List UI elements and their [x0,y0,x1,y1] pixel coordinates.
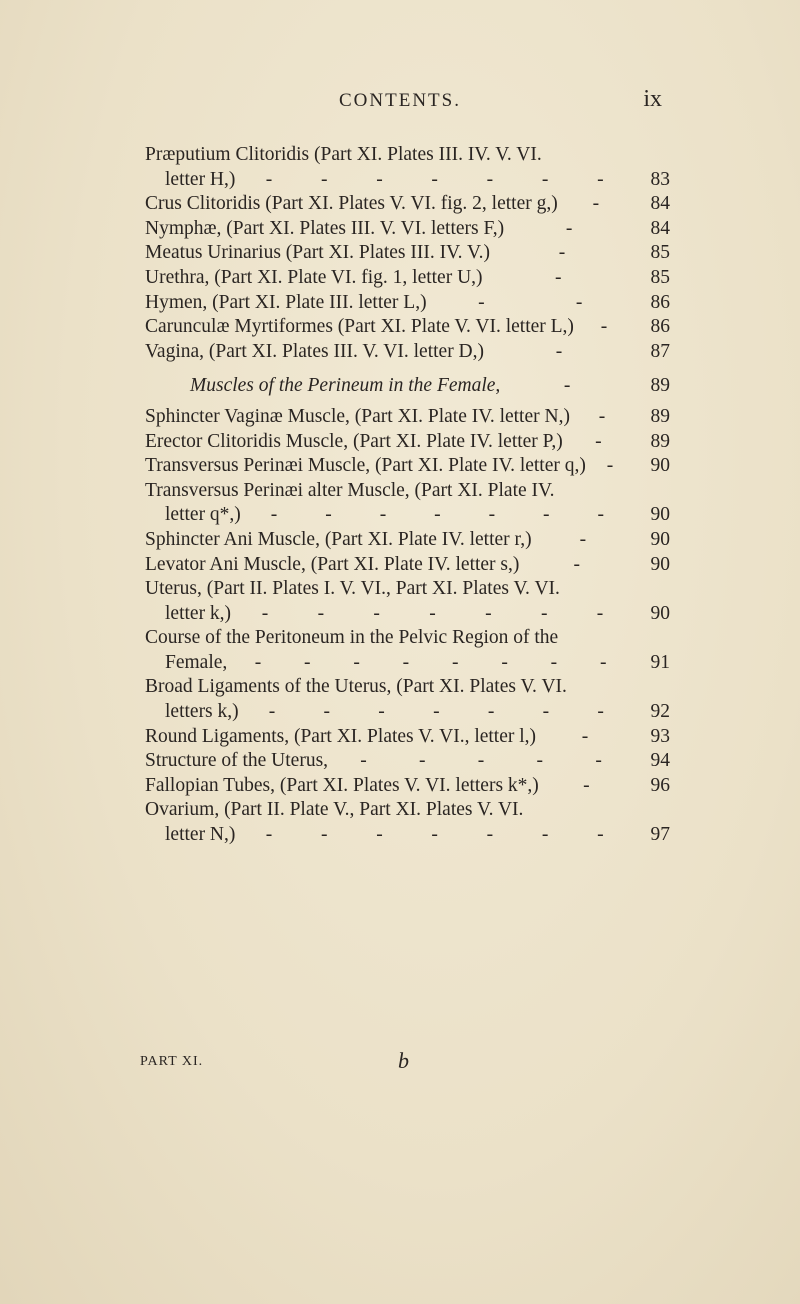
dot-leader: - - - - - - - [268,701,604,723]
entry-text: Broad Ligaments of the Uterus, (Part XI. Plates V. VI. [145,676,567,698]
running-head [0,68,800,112]
entry-text: Crus Clitoridis (Part XI. Plates V. VI. fig. 2, letter g,) [145,193,558,215]
entry-text: Transversus Perinæi Muscle, (Part XI. Plate IV. letter q,) [145,455,586,477]
entry-text: Female, [165,651,228,673]
signature-mark: b [398,1048,409,1073]
section-title: Muscles of the Perineum in the Female, [190,375,501,397]
dot-leader: - - - - - - - [265,824,604,846]
toc-entry [145,675,670,724]
dot-leader: - - - - - - - [270,504,604,526]
entry-text: Hymen, (Part XI. Plate III. letter L,) [145,291,427,313]
entry-text: Sphincter Ani Muscle, (Part XI. Plate IV. letter r,) [145,528,532,550]
toc-entry [145,291,670,316]
entry-page: 86 [650,316,670,338]
page-number: ix [643,86,662,112]
entry-text: letter k,) [165,602,232,624]
dot-leader: - [555,340,563,362]
toc-entry [145,143,670,192]
entry-text: letter H,) [165,168,236,190]
entry-page: 86 [650,291,670,313]
entry-page: 89 [650,430,670,452]
entry-page: 85 [650,266,670,288]
entry-page: 90 [650,504,670,526]
toc-entry [145,340,670,365]
entry-page: 94 [650,750,670,772]
entry-page: 97 [650,824,670,846]
entry-page: 90 [650,553,670,575]
dot-leader: - [600,316,608,338]
toc-entry [145,479,670,528]
toc-group-female-organs [145,143,670,364]
entry-text: Erector Clitoridis Muscle, (Part XI. Plate IV. letter P,) [145,430,563,452]
entry-page: 83 [650,168,670,190]
entry-page: 91 [650,651,670,673]
toc-entry [145,798,670,847]
toc-entry [145,725,670,750]
entry-page: 84 [650,193,670,215]
dot-leader: - - - - - - - [261,602,604,624]
toc-entry [145,315,670,340]
running-head-title: CONTENTS. [339,90,461,111]
entry-text: Structure of the Uterus, [145,750,329,772]
toc-section-heading [145,374,670,399]
entry-text: Sphincter Vaginæ Muscle, (Part XI. Plate IV. letter N,) [145,405,570,427]
entry-page: 93 [650,725,670,747]
dot-leader: - [581,725,589,747]
entry-text: letter N,) [165,824,236,846]
entry-text: Round Ligaments, (Part XI. Plates V. VI., letter l,) [145,725,537,747]
dot-leader: - [573,553,580,575]
entry-text: Levator Ani Muscle, (Part XI. Plate IV. letter s,) [145,553,520,575]
entry-text: Præputium Clitoridis (Part XI. Plates III. IV. V. VI. [145,144,542,165]
entry-page: 92 [650,701,670,723]
entry-page: 84 [650,217,670,239]
entry-text: Carunculæ Myrtiformes (Part XI. Plate V. VI. letter L,) [145,316,574,338]
entry-text: Fallopian Tubes, (Part XI. Plates V. VI. letters k*,) [145,774,539,796]
toc-entry [145,553,670,578]
toc-entry [145,528,670,553]
entry-text: Vagina, (Part XI. Plates III. V. VI. letter D,) [145,340,485,362]
dot-leader: - - [478,291,583,313]
toc-entry [145,774,670,799]
dot-leader: - [565,217,573,239]
entry-page: 90 [650,602,670,624]
table-of-contents [145,143,670,848]
entry-text: letter q*,) [165,504,241,526]
dot-leader: - [595,430,602,452]
dot-leader: - [563,375,571,397]
dot-leader: - [555,266,562,288]
dot-leader: - - - - - - - [265,168,604,190]
entry-page: 87 [650,340,670,362]
page-footer [0,1048,800,1078]
toc-entry [145,749,670,774]
dot-leader: - [606,455,614,477]
dot-leader: - [579,528,587,550]
toc-entry [145,192,670,217]
toc-entry [145,626,670,675]
entry-text: letters k,) [165,701,239,723]
dot-leader: - - - - - - - - [254,651,607,673]
entry-text: Course of the Peritoneum in the Pelvic Region of the [145,627,559,649]
entry-page: 96 [650,774,670,796]
dot-leader: - - - - - [360,750,602,772]
entry-text: Transversus Perinæi alter Muscle, (Part XI. Plate IV. [145,479,555,501]
dot-leader: - [558,242,566,264]
toc-entry [145,577,670,626]
toc-entry [145,405,670,430]
dot-leader: - [598,405,606,427]
entry-text: Uterus, (Part II. Plates I. V. VI., Part XI. Plates V. VI. [145,578,560,600]
toc-entry [145,217,670,242]
entry-page: 85 [650,242,670,264]
entry-text: Meatus Urinarius (Part XI. Plates III. IV. V.) [145,242,490,264]
toc-group-muscles [145,405,670,848]
section-page: 89 [650,375,670,397]
toc-entry [145,266,670,291]
entry-page: 90 [650,528,670,550]
toc-entry [145,241,670,266]
dot-leader: - [583,774,590,796]
entry-page: 89 [650,405,670,427]
entry-text: Urethra, (Part XI. Plate VI. fig. 1, letter U,) [145,266,483,288]
dot-leader: - [592,193,600,215]
toc-entry [145,454,670,479]
entry-text: Nymphæ, (Part XI. Plates III. V. VI. letters F,) [145,217,505,239]
entry-text: Ovarium, (Part II. Plate V., Part XI. Plates V. VI. [145,799,524,821]
footer-part-label: PART XI. [140,1054,204,1069]
entry-page: 90 [650,455,670,477]
toc-entry [145,430,670,455]
